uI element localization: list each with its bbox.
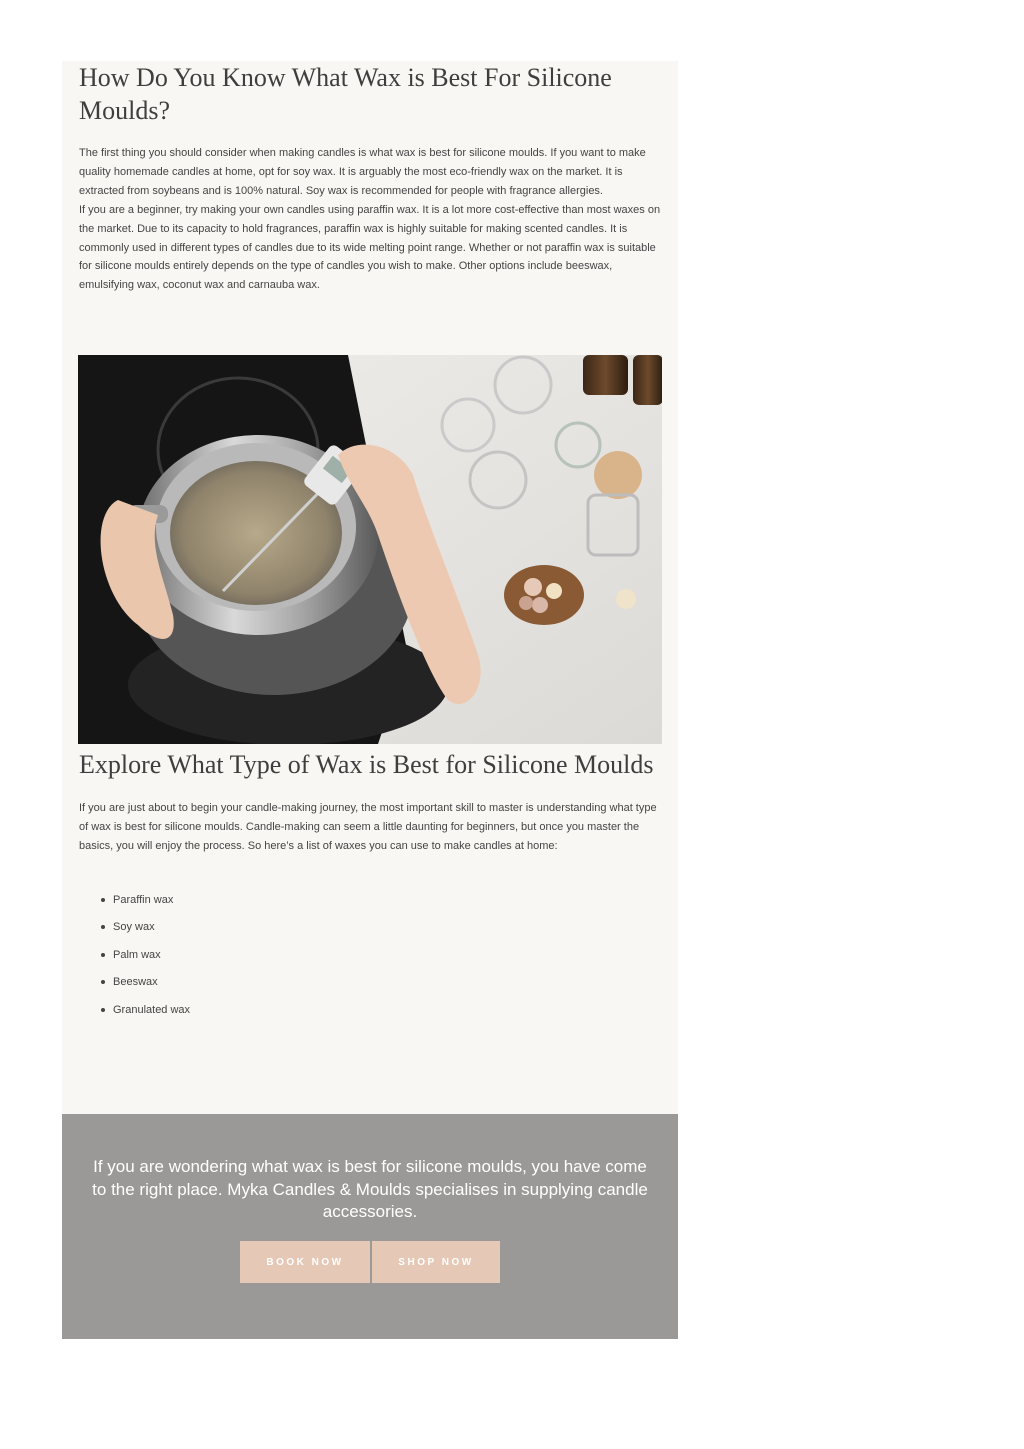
- list-item: Beeswax: [113, 972, 190, 999]
- wax-type-list: [79, 890, 190, 1027]
- paraffin-wax-paragraph: If you are a beginner, try making your own candles using paraffin wax. It is a lot more cost-effective than most waxes on the market. Due to its capacity to hold fragrances, paraffin wax is highly suitable for making scented candles. It is commonly used in different types of candles due to its wide melting point range. Whether or not paraffin wax is suitable for silicone moulds entirely depends on the type of candles you wish to make. Other options include beeswax, emulsifying wax, coconut wax and carnauba wax.: [79, 203, 661, 292]
- section-heading-wax-best: How Do You Know What Wax is Best For Silicone Moulds?: [79, 63, 612, 125]
- soy-wax-paragraph: The first thing you should consider when making candles is what wax is best for silicone moulds. If you want to make quality homemade candles at home, opt for soy wax. It is arguably the most eco-friendly wax on the market. It is extracted from soybeans and is 100% natural. Soy wax is recommended for people with fragrance allergies.: [79, 147, 646, 197]
- list-item: Palm wax: [113, 945, 190, 972]
- candle-making-photo: [78, 355, 662, 744]
- section-heading-explore-wax: Explore What Type of Wax is Best for Silicone Moulds: [79, 750, 654, 779]
- melting-wax-illustration: [78, 355, 662, 744]
- shop-now-button[interactable]: SHOP NOW: [372, 1241, 500, 1283]
- book-now-button[interactable]: BOOK NOW: [240, 1241, 370, 1283]
- cta-banner: [62, 1114, 678, 1339]
- cta-text: If you are wondering what wax is best for silicone moulds, you have come to the right place. Myka Candles & Moulds specialises in supplying candle accessories.: [92, 1157, 648, 1221]
- list-item: Paraffin wax: [113, 890, 190, 917]
- explore-text: If you are just about to begin your candle-making journey, the most important skill to master is understanding what type of wax is best for silicone moulds. Candle-making can seem a little daunting for beginners, but once you master the basics, you will enjoy the process. So here’s a list of waxes you can use to make candles at home:: [79, 802, 657, 852]
- intro-text: [79, 144, 665, 295]
- list-item: Granulated wax: [113, 1000, 190, 1027]
- list-item: Soy wax: [113, 917, 190, 944]
- article-section: [62, 61, 678, 1114]
